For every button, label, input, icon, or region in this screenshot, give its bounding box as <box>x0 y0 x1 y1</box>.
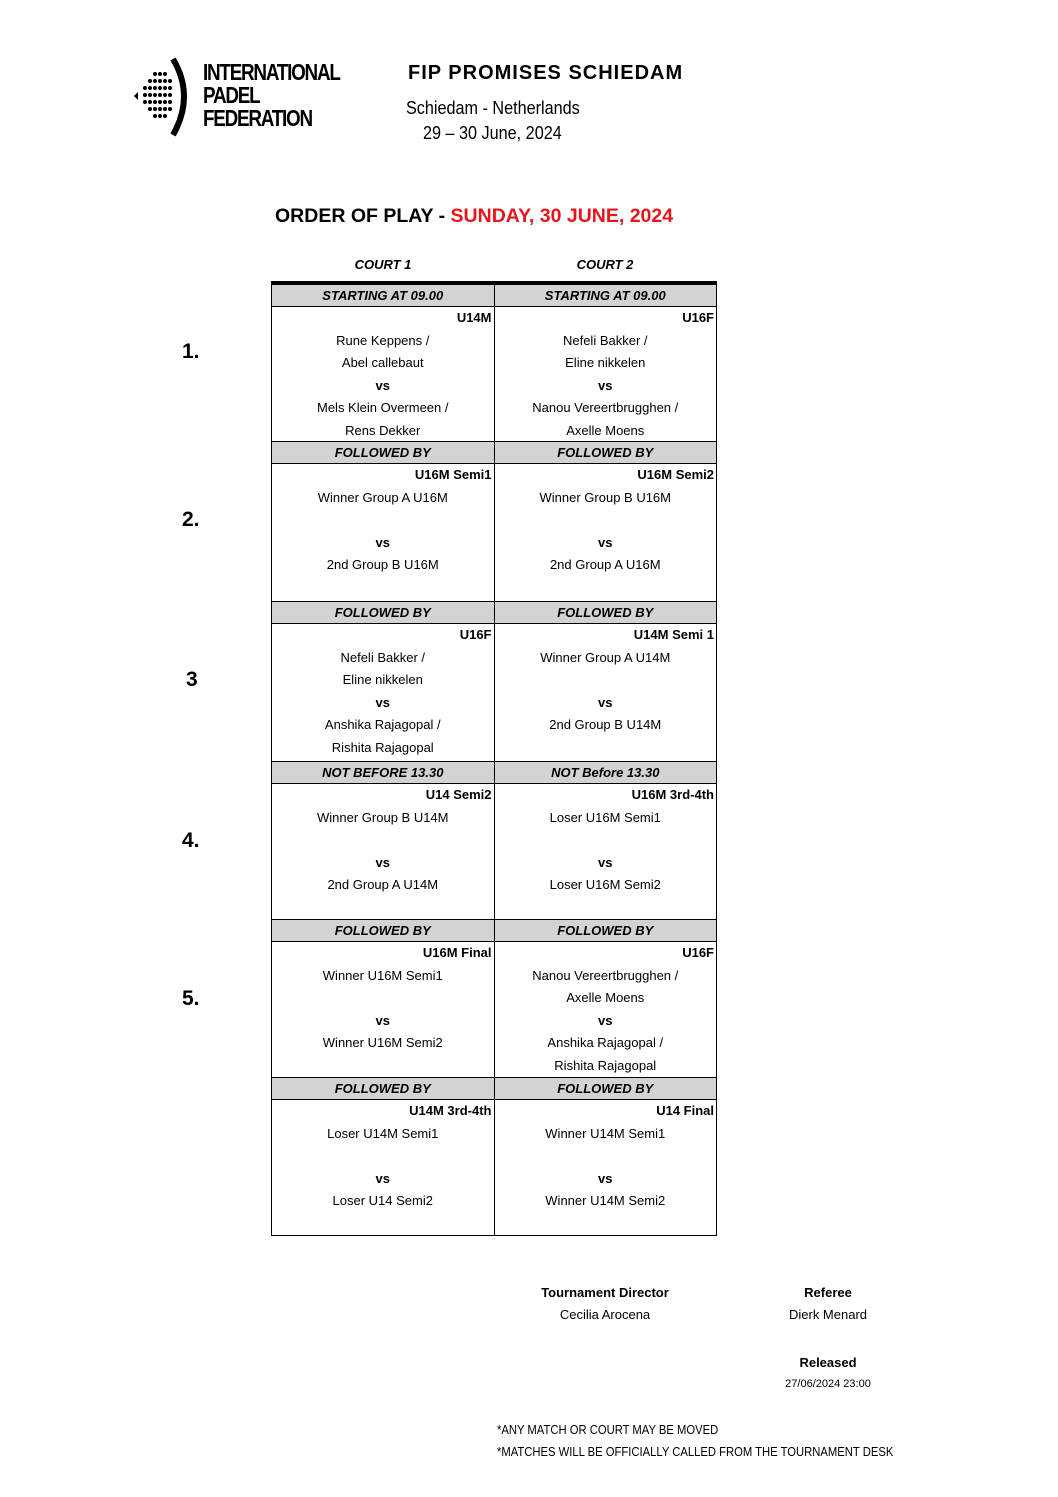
slot-header <box>272 762 716 784</box>
director-label: Tournament Director <box>541 1285 669 1300</box>
player-line: Eline nikkelen <box>342 672 423 687</box>
player-line: Axelle Moens <box>566 990 645 1005</box>
vs-label: vs <box>598 694 613 710</box>
vs-label: vs <box>375 1012 390 1028</box>
player-line <box>495 737 717 760</box>
vs-label: vs <box>598 854 613 870</box>
slot-start-time: FOLLOWED BY <box>557 445 654 460</box>
player-line <box>272 1145 494 1168</box>
player-line <box>495 577 717 600</box>
slot-header <box>272 602 716 624</box>
player-line <box>272 897 494 920</box>
match-cell <box>495 942 717 1077</box>
court-1-header: COURT 1 <box>354 257 412 272</box>
time-slot <box>272 762 716 920</box>
player-line: Winner U16M Semi2 <box>322 1035 443 1050</box>
player-line <box>495 1145 717 1168</box>
slot-start-time: FOLLOWED BY <box>557 1081 654 1096</box>
logo-line: INTERNATIONAL <box>203 59 340 85</box>
match-cell <box>495 307 717 441</box>
player-line: 2nd Group B U16M <box>326 557 439 572</box>
match-cell <box>272 1100 495 1235</box>
player-line <box>272 509 494 532</box>
player-line: Loser U16M Semi2 <box>549 877 661 892</box>
slot-header <box>272 1078 716 1100</box>
slot-start-time: FOLLOWED BY <box>272 442 495 463</box>
player-line: Winner U14M Semi2 <box>545 1193 666 1208</box>
vs-label: vs <box>598 377 613 393</box>
match-cell <box>495 624 717 761</box>
player-line: 2nd Group B U14M <box>549 717 662 732</box>
player-line: Winner Group B U16M <box>539 489 671 505</box>
match-category: U14 Semi2 <box>425 787 492 802</box>
match-category: U16F <box>459 627 492 642</box>
title-prefix: ORDER OF PLAY - <box>275 205 451 227</box>
player-line <box>495 509 717 532</box>
match-category: U16M 3rd-4th <box>631 787 714 802</box>
event-name: FIP PROMISES SCHIEDAM <box>408 62 684 84</box>
vs-label: vs <box>598 1170 613 1186</box>
match-category: U14M Semi 1 <box>633 627 714 642</box>
player-line: Anshika Rajagopal / <box>547 1035 664 1050</box>
player-line: Loser U14M Semi1 <box>327 1125 439 1141</box>
slot-start-time: NOT Before 13.30 <box>551 765 660 780</box>
vs-label: vs <box>375 854 390 870</box>
player-line: 2nd Group A U16M <box>549 557 661 572</box>
slot-header <box>272 442 716 464</box>
director-name: Cecilia Arocena <box>559 1307 651 1322</box>
match-cell <box>495 1100 717 1235</box>
player-line: Nanou Vereertbrugghen / <box>532 400 679 415</box>
match-category: U16M Semi2 <box>637 467 714 482</box>
match-cell <box>495 784 717 919</box>
slot-start-time: STARTING AT 09.00 <box>272 285 495 306</box>
match-cell <box>272 624 495 761</box>
referee-label: Referee <box>804 1285 852 1300</box>
player-line: Winner U14M Semi1 <box>545 1125 666 1141</box>
player-line: Rishita Rajagopal <box>554 1057 657 1073</box>
player-line <box>495 897 717 920</box>
released-timestamp: 27/06/2024 23:00 <box>785 1378 871 1390</box>
event-location: Schiedam - Netherlands <box>406 98 580 118</box>
vs-label: vs <box>375 1170 390 1186</box>
player-line <box>272 1055 494 1078</box>
match-category: U16F <box>682 945 714 960</box>
player-line: Nanou Vereertbrugghen / <box>532 967 679 983</box>
row-number: 5. <box>182 987 200 1010</box>
player-line: Eline nikkelen <box>565 355 646 370</box>
slot-start-time: FOLLOWED BY <box>272 920 495 941</box>
player-line <box>272 987 494 1010</box>
match-cell <box>272 942 495 1077</box>
time-slot <box>272 1078 716 1235</box>
player-line: Rishita Rajagopal <box>331 739 434 755</box>
player-line: Nefeli Bakker / <box>562 332 648 348</box>
player-line: Abel callebaut <box>341 355 424 370</box>
vs-label: vs <box>375 694 390 710</box>
player-line <box>495 829 717 852</box>
row-number: 2. <box>182 508 200 531</box>
player-line <box>272 1213 494 1236</box>
vs-label: vs <box>375 534 390 550</box>
match-cell <box>272 464 495 601</box>
row-number: 3 <box>186 668 198 691</box>
logo-line: FEDERATION <box>203 105 312 131</box>
player-line: Winner Group B U14M <box>317 809 449 825</box>
note: *ANY MATCH OR COURT MAY BE MOVED <box>497 1423 719 1437</box>
row-number: 4. <box>182 829 200 852</box>
note: *MATCHES WILL BE OFFICIALLY CALLED FROM THE TOURNAMENT DESK <box>497 1445 894 1459</box>
slot-start-time: FOLLOWED BY <box>557 605 654 620</box>
player-line: Loser U16M Semi1 <box>549 809 661 825</box>
match-category: U16F <box>682 310 714 325</box>
vs-label: vs <box>375 377 390 393</box>
time-slot <box>272 285 716 442</box>
slot-start-time: STARTING AT 09.00 <box>544 288 666 303</box>
player-line: Rune Keppens / <box>336 332 430 348</box>
time-slot <box>272 920 716 1078</box>
slot-header <box>272 920 716 942</box>
vs-label: vs <box>598 534 613 550</box>
player-line <box>495 1213 717 1236</box>
row-number: 1. <box>182 340 200 363</box>
player-line: Nefeli Bakker / <box>340 649 426 665</box>
time-slot <box>272 442 716 602</box>
player-line: Axelle Moens <box>566 422 645 438</box>
referee-name: Dierk Menard <box>788 1307 868 1322</box>
page-title <box>275 205 673 228</box>
match-cell <box>272 307 495 441</box>
released-label: Released <box>799 1355 857 1370</box>
slot-start-time: FOLLOWED BY <box>557 923 654 938</box>
fip-logo-icon <box>133 56 195 143</box>
time-slot <box>272 602 716 762</box>
match-category: U14 Final <box>656 1103 714 1118</box>
player-line: Winner U16M Semi1 <box>322 967 443 983</box>
title-day: SUNDAY, 30 JUNE, 2024 <box>450 205 674 227</box>
slot-start-time: FOLLOWED BY <box>272 1078 495 1099</box>
player-line: Winner Group A U16M <box>317 489 448 505</box>
match-category: U16M Semi1 <box>414 467 492 482</box>
logo-line: PADEL <box>203 82 260 108</box>
schedule-table <box>271 281 717 1236</box>
match-category: U16M Final <box>422 945 492 960</box>
match-category: U14M <box>456 310 492 325</box>
slot-header <box>272 285 716 307</box>
player-line: Winner Group A U14M <box>540 649 671 665</box>
slot-start-time: FOLLOWED BY <box>272 602 495 623</box>
match-cell <box>495 464 717 601</box>
player-line: Anshika Rajagopal / <box>324 717 441 732</box>
fip-logo-text <box>203 61 370 130</box>
player-line: 2nd Group A U14M <box>327 877 439 892</box>
event-dates: 29 – 30 June, 2024 <box>423 123 562 143</box>
player-line: Rens Dekker <box>345 422 421 438</box>
player-line: Mels Klein Overmeen / <box>317 400 449 415</box>
court-2-header: COURT 2 <box>576 257 634 272</box>
player-line: Loser U14 Semi2 <box>332 1193 433 1208</box>
vs-label: vs <box>598 1012 613 1028</box>
player-line <box>495 669 717 692</box>
slot-start-time: NOT BEFORE 13.30 <box>272 762 495 783</box>
player-line <box>272 577 494 600</box>
match-cell <box>272 784 495 919</box>
match-category: U14M 3rd-4th <box>409 1103 492 1118</box>
player-line <box>272 829 494 852</box>
